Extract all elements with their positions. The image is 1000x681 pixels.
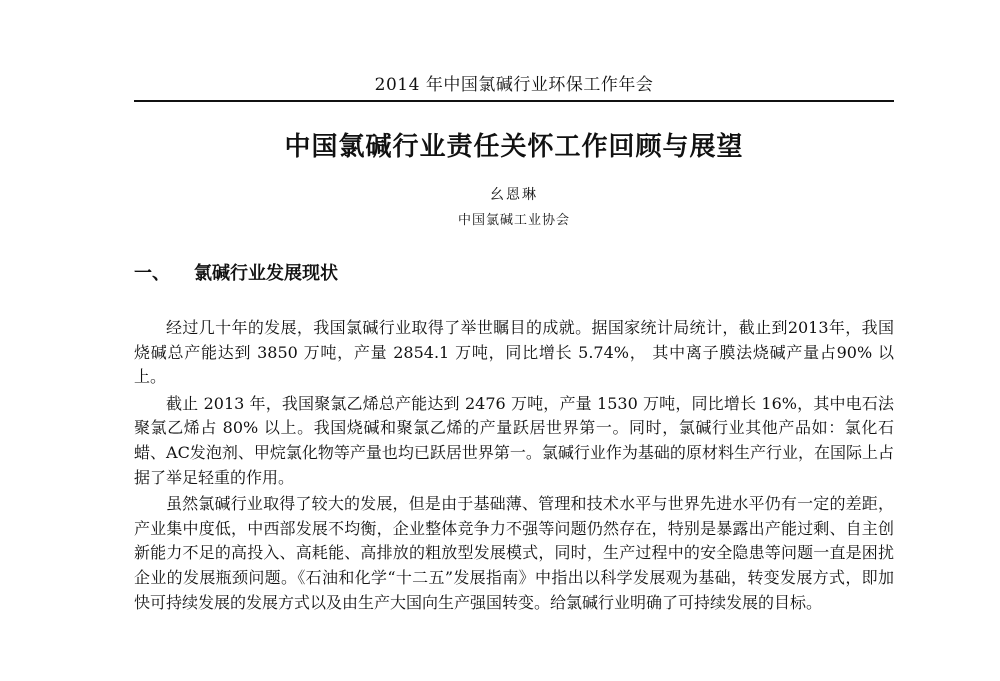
running-header: 2014 年中国氯碱行业环保工作年会 xyxy=(374,75,654,95)
article-title: 中国氯碱行业责任关怀工作回顾与展望 xyxy=(284,132,744,162)
body-text xyxy=(134,316,894,617)
paragraph-1: 经过几十年的发展，我国氯碱行业取得了举世瞩目的成就。据国家统计局统计，截止到2013年，我国烧碱总产能达到 3850 万吨，产量 2854.1 万吨，同比增长 5.74%， 其中离子膜法烧碱产量占90% 以上。 xyxy=(134,318,894,387)
author-affiliation: 中国氯碱工业协会 xyxy=(457,213,570,228)
section-title: 氯碱行业发展现状 xyxy=(194,263,338,284)
paragraph-2: 截止 2013 年，我国聚氯乙烯总产能达到 2476 万吨，产量 1530 万吨，同比增长 16%，其中电石法聚氯乙烯占 80% 以上。我国烧碱和聚氯乙烯的产量跃居世界第一。同时，氯碱行业其他产品如：氯化石蜡、AC发泡剂、甲烷氯化物等产量也均已跃居世界第一。氯碱行业作为基础的原材料生产行业，在国际上占据了举足轻重的作用。 xyxy=(134,393,894,487)
author-name: 幺恩琳 xyxy=(490,187,538,203)
paragraph-3: 虽然氯碱行业取得了较大的发展，但是由于基础薄、管理和技术水平与世界先进水平仍有一定的差距，产业集中度低，中西部发展不均衡，企业整体竞争力不强等问题仍然存在，特别是暴露出产能过剩、自主创新能力不足的高投入、高耗能、高排放的粗放型发展模式，同时，生产过程中的安全隐患等问题一直是困扰企业的发展瓶颈问题。《石油和化学“十二五”发展指南》中指出以科学发展观为基础，转变发展方式，即加快可持续发展的发展方式以及由生产大国向生产强国转变。给氯碱行业明确了可持续发展的目标。 xyxy=(134,494,894,612)
section-number: 一、 xyxy=(134,263,170,284)
section-heading xyxy=(134,262,894,286)
header-rule xyxy=(134,100,894,102)
